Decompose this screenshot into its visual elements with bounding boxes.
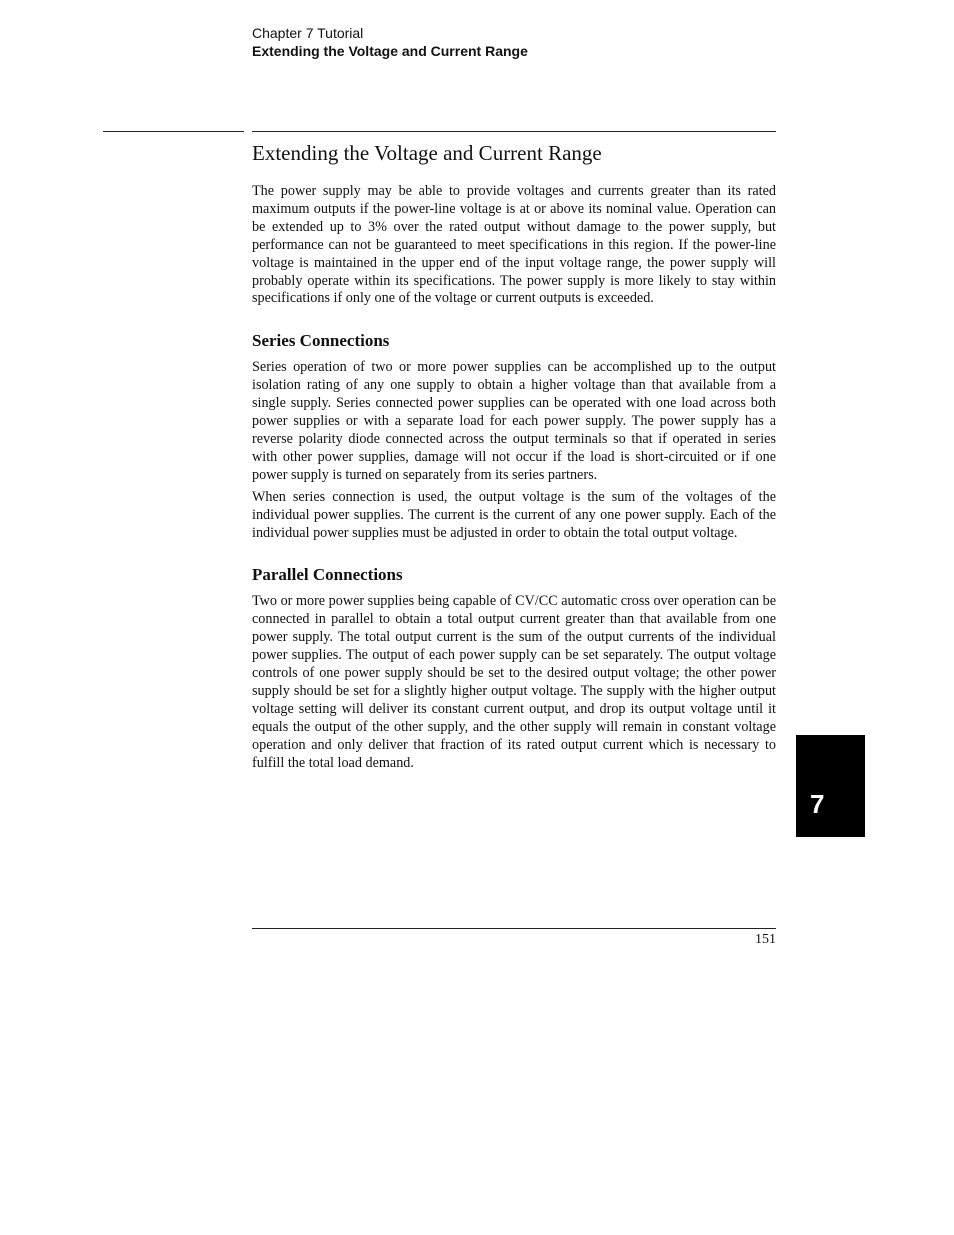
title-rule bbox=[252, 131, 776, 132]
chapter-tab-number: 7 bbox=[810, 789, 825, 819]
page-content bbox=[252, 140, 776, 776]
chapter-tab bbox=[796, 735, 865, 837]
series-heading: Series Connections bbox=[252, 331, 390, 351]
footer-rule bbox=[252, 928, 776, 929]
left-margin-rule bbox=[103, 131, 244, 132]
running-head bbox=[252, 24, 528, 60]
intro-paragraph: The power supply may be able to provide voltages and currents greater than its rated maximum outputs if the power-line voltage is at or above its nominal value. Operation can be extended up to 3% over the rated output without damage to the power supply, but performance can not be guaranteed to meet specifications in this region. If the power-line voltage is maintained in the upper end of the input voltage range, the power supply will probably operate within its specifications. The power supply is more likely to stay within specifications if only one of the voltage or current outputs is exceeded. bbox=[252, 183, 776, 307]
running-head-section: Extending the Voltage and Current Range bbox=[252, 43, 528, 59]
series-paragraph-2: When series connection is used, the output voltage is the sum of the voltages of the individual power supplies. The current is the current of any one power supply. Each of the individual power supplies must be adjusted in order to obtain the total output voltage. bbox=[252, 488, 776, 541]
parallel-paragraph-1: Two or more power supplies being capable of CV/CC automatic cross over operation can be connected in parallel to obtain a total output current greater than that available from one power supply. The total output current is the sum of the output currents of the individual power supplies. The output of each power supply can be set separately. The output voltage controls of one power supply should be set to the desired output voltage; the other power supply should be set for a slightly higher output voltage. The supply with the higher output voltage setting will deliver its constant current output, and drop its output voltage until it equals the output of the other supply, and the other supply will remain in constant voltage operation and only deliver that fraction of its rated output current which is necessary to fulfill the total load demand. bbox=[252, 593, 776, 771]
page-title: Extending the Voltage and Current Range bbox=[252, 141, 602, 165]
page-number: 151 bbox=[755, 932, 776, 947]
series-paragraph-1: Series operation of two or more power supplies can be accomplished up to the output isolation rating of any one supply to obtain a higher voltage than that available from a single supply. Series connected power supplies can be operated with one load across both power supplies or with a separate load for each power supply. The power supply has a reverse polarity diode connected across the output terminals so that if operated in series with other power supplies, damage will not occur if the load is short-circuited or if one power supply is turned on separately from its series partners. bbox=[252, 359, 776, 483]
parallel-heading: Parallel Connections bbox=[252, 565, 403, 585]
running-head-chapter: Chapter 7 Tutorial bbox=[252, 25, 364, 41]
